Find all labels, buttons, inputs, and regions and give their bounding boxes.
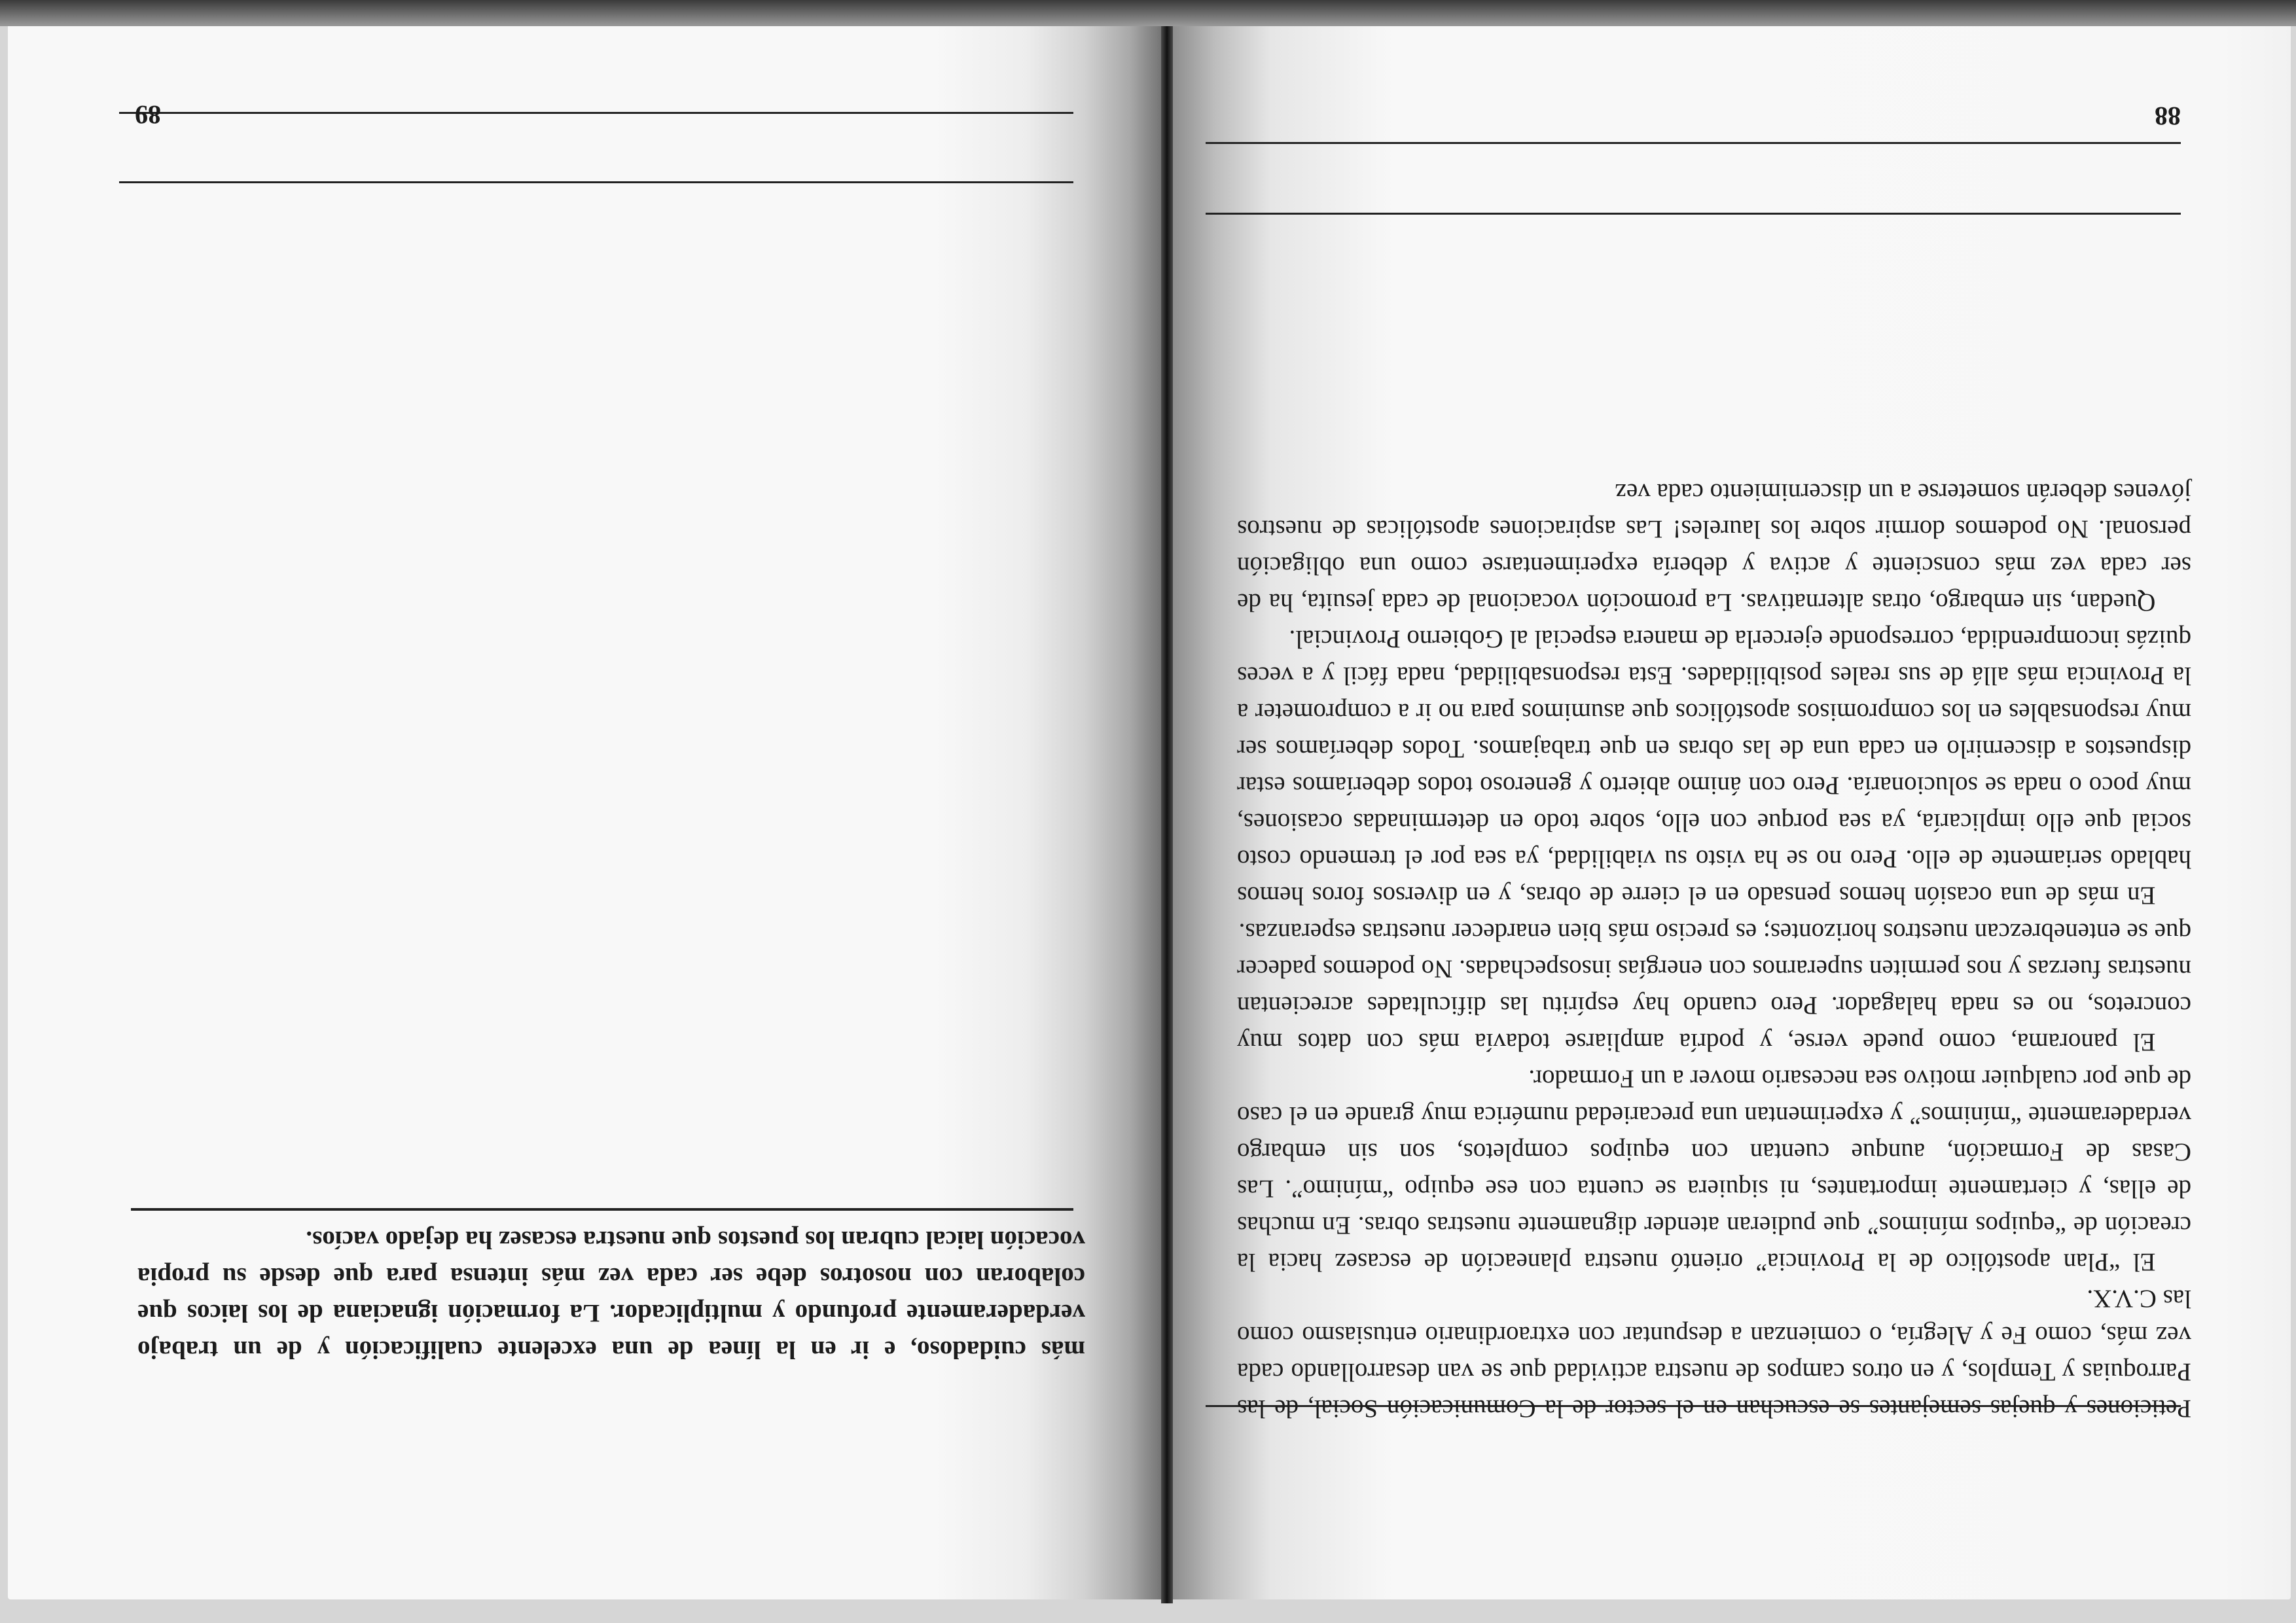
page-89-header-rule-top bbox=[119, 112, 1073, 114]
page-88-header-rule-bottom bbox=[1206, 213, 2181, 215]
paragraph: El “Plan apostólico de la Provincia” orientó nuestra planeación de escasez hacia la creación de “equipos mínimos” que pudieran atender dignamente nuestras obras. En muchas de ellas, y ciertamente importantes, ni siquiera se cuenta con ese equipo “mínimo”. Las Casas de Formación, aunque cuentan con equipos completos, son sin embargo verdaderamente “mínimos” y experimentan una precariedad numérica muy grande en el caso de que por cualquier motivo sea necesario mover a un Formador. bbox=[1237, 1065, 2191, 1276]
page-89-body bbox=[137, 1221, 1085, 1368]
page-88-header-rule-top bbox=[1206, 142, 2181, 144]
paragraph: Quedan, sin embargo, otras alternativas. La promoción vocacional de cada jesuita, ha de ser cada vez más consciente y activa y debería experimentarse como una obligación personal. No podemos dormir sobre los laureles! Las aspiraciones apostólicas de nuestros jóvenes deberán someterse a un discernimiento cada vez bbox=[1237, 478, 2191, 616]
paragraph: Peticiones y quejas semejantes se escuchan en el sector de la Comunicación Social, de las Parroquias y Templos, y en otros campos de nuestra actividad que se van desarrollando cada vez más, como Fe y Alegría, o comienzan a despuntar con extraordinario entusiasmo como las C.V.X. bbox=[1237, 1285, 2191, 1423]
paragraph: más cuidadoso, e ir en la línea de una excelente cualificación y de un trabajo verdaderamente profundo y multiplicador. La formación ignaciana de los laicos que colaboran con nosotros debe ser cada vez más intensa para que desde su propia vocación laical cubran los puestos que nuestra escasez ha dejado vacíos. bbox=[137, 1226, 1085, 1364]
page-88-body bbox=[1237, 474, 2191, 1427]
book-gutter bbox=[1161, 13, 1173, 1603]
page-89-footer-rule bbox=[131, 1208, 1073, 1211]
paragraph: El panorama, como puede verse, y podría ampliarse todavía más con datos muy concretos, no es nada halagador. Pero cuando hay espíritu las dificultades acrecientan nuestras fuerzas y nos permiten superarnos con energías insospechadas. No podemos padecer que se entenebrezcan nuestros horizontes; es preciso más bien enardecer nuestras esperanzas. bbox=[1237, 918, 2191, 1056]
page-89-folio: 89 bbox=[135, 100, 161, 130]
paragraph: En más de una ocasión hemos pensado en el cierre de obras, y en diversos foros hemos hablado seriamente de ello. Pero no se ha visto su viabilidad, ya sea por el tremendo costo social que ello implicaría, ya sea porque con ello, sobre todo en determinadas ocasiones, muy poco o nada se solucionaría. Pero con ánimo abierto y generoso todos deberíamos estar dispuestos a discernirlo en cada una de las obras en que trabajamos. Todos deberíamos ser muy responsables en los compromisos apostólicos que asumimos para no ir a comprometer a la Provincia más allá de sus reales posibilidades. Esta responsabilidad, nada fácil y a veces quizás incomprendida, corresponde ejercerla de manera especial al Gobierno Provincial. bbox=[1237, 625, 2191, 910]
page-89-header-rule-bottom bbox=[119, 181, 1073, 183]
book-edge-shadow bbox=[0, 0, 2296, 26]
page-88-folio: 88 bbox=[2155, 101, 2181, 131]
